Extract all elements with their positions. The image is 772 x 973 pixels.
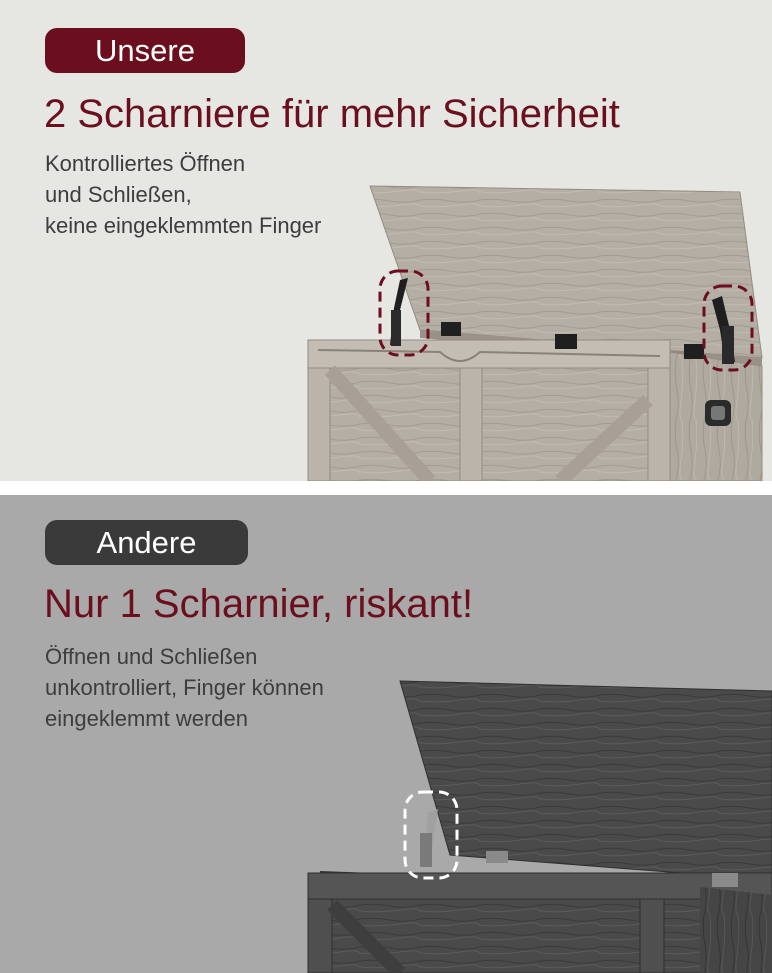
storage-chest-illustration-others (0, 495, 772, 973)
description-others (45, 641, 324, 734)
description-line: Öffnen und Schließen (45, 644, 258, 669)
hinge-icon (486, 851, 508, 863)
hinge-icon (712, 873, 738, 887)
description-line: keine eingeklemmten Finger (45, 213, 322, 238)
hinge-icon (555, 334, 577, 349)
badge-others: Andere (45, 520, 248, 565)
description-line: eingeklemmt werden (45, 706, 248, 731)
description-line: unkontrolliert, Finger können (45, 675, 324, 700)
description-line: Kontrolliertes Öffnen (45, 151, 246, 176)
description-ours (45, 148, 321, 241)
headline-ours: 2 Scharniere für mehr Sicherheit (44, 92, 620, 136)
description-line: und Schließen, (45, 182, 192, 207)
panel-divider (0, 481, 772, 495)
badge-ours: Unsere (45, 28, 245, 73)
chest-side (700, 887, 772, 973)
headline-others: Nur 1 Scharnier, riskant! (44, 582, 474, 626)
hinge-icon (684, 344, 704, 359)
hinge-icon (441, 322, 461, 336)
comparison-panel-ours (0, 0, 772, 481)
comparison-panel-others (0, 495, 772, 973)
